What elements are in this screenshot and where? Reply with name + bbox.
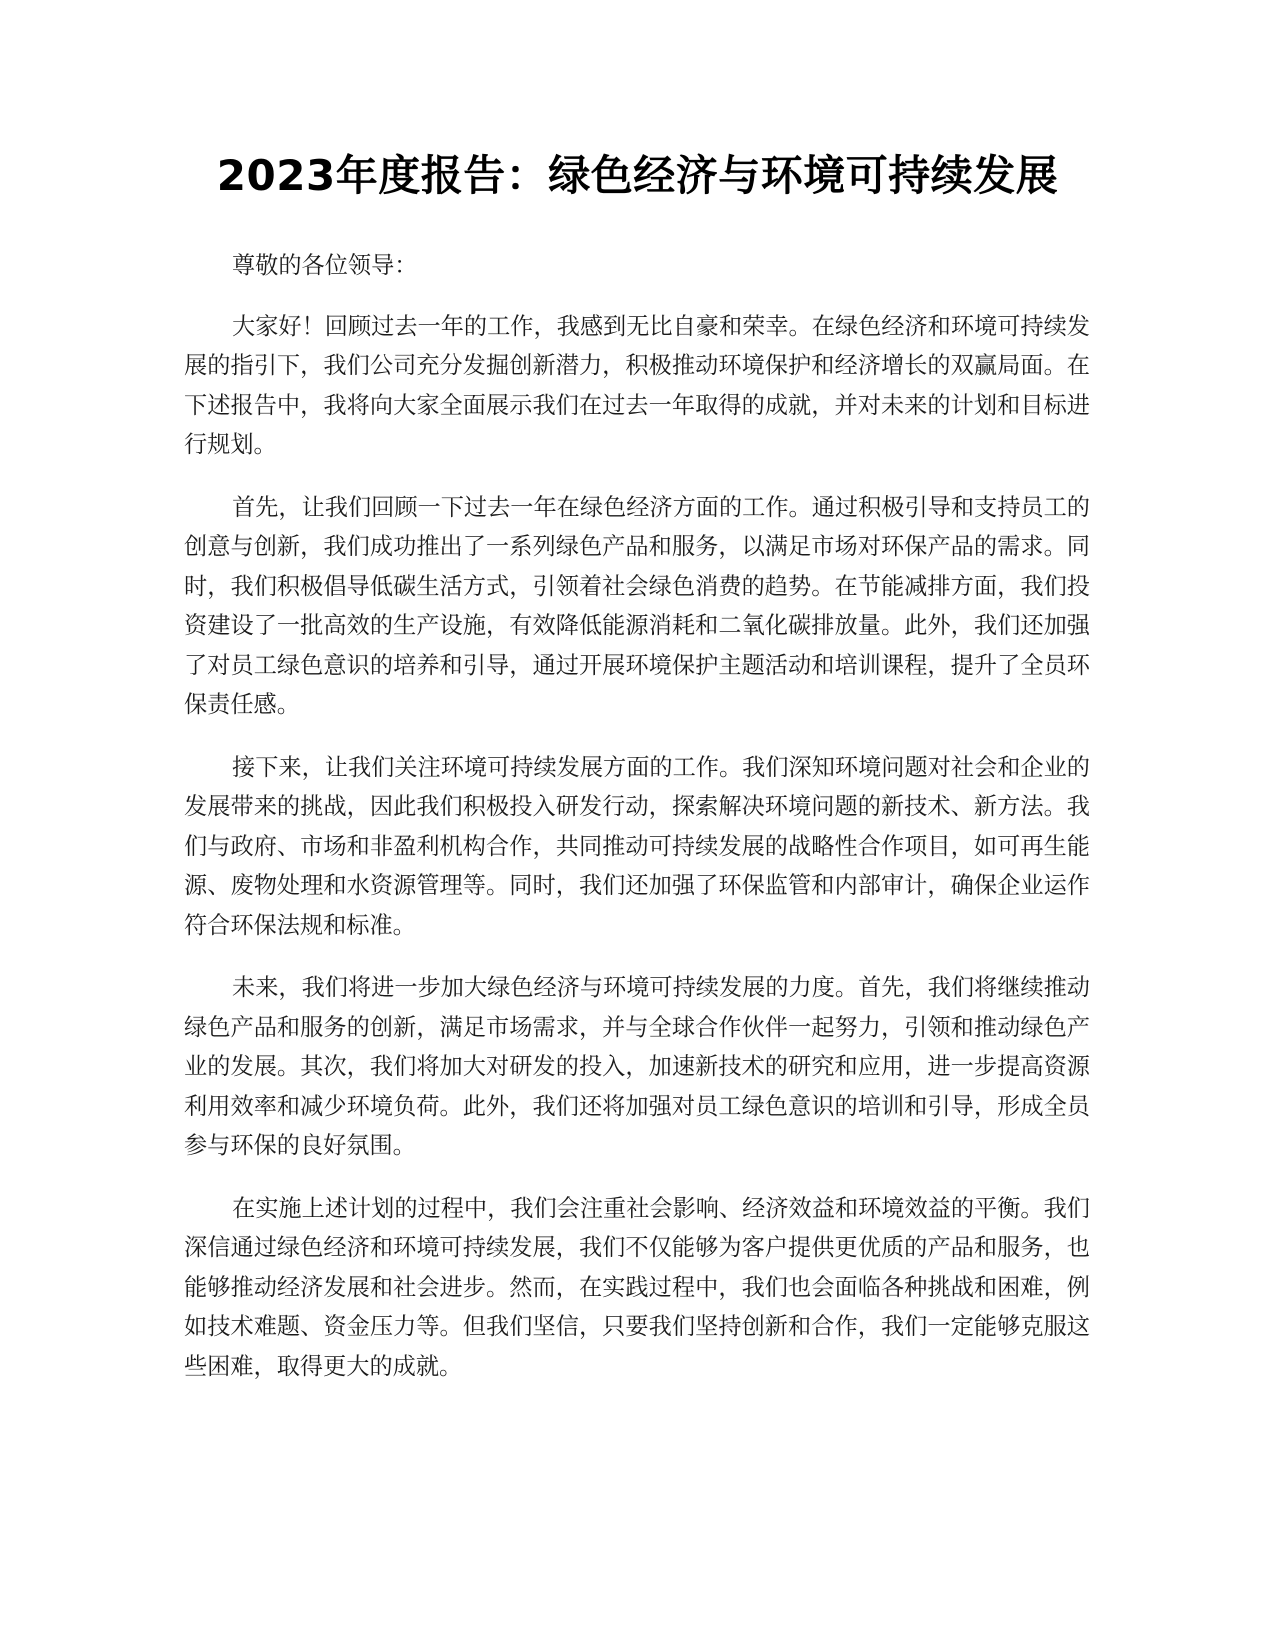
salutation: 尊敬的各位领导：: [232, 252, 418, 279]
paragraph-balance: 在实施上述计划的过程中，我们会注重社会影响、经济效益和环境效益的平衡。我们深信通过绿色经济和环境可持续发展，我们不仅能够为客户提供更优质的产品和服务，也能够推动经济发展和社会进步。然而，在实践过程中，我们也会面临各种挑战和困难，例如技术难题、资金压力等。但我们坚信，只要我们坚持创新和合作，我们一定能够克服这些困难，取得更大的成就。: [184, 1194, 1090, 1380]
paragraph-sustainability: 接下来，让我们关注环境可持续发展方面的工作。我们深知环境问题对社会和企业的发展带来的挑战，因此我们积极投入研发行动，探索解决环境问题的新技术、新方法。我们与政府、市场和非盈利机构合作，共同推动可持续发展的战略性合作项目，如可再生能源、废物处理和水资源管理等。同时，我们还加强了环保监管和内部审计，确保企业运作符合环保法规和标准。: [184, 753, 1090, 939]
document-title: 2023年度报告：绿色经济与环境可持续发展: [216, 151, 1059, 200]
document-body: [184, 246, 1090, 1409]
paragraph-green-economy: 首先，让我们回顾一下过去一年在绿色经济方面的工作。通过积极引导和支持员工的创意与创新，我们成功推出了一系列绿色产品和服务，以满足市场对环保产品的需求。同时，我们积极倡导低碳生活方式，引领着社会绿色消费的趋势。在节能减排方面，我们投资建设了一批高效的生产设施，有效降低能源消耗和二氧化碳排放量。此外，我们还加强了对员工绿色意识的培养和引导，通过开展环境保护主题活动和培训课程，提升了全员环保责任感。: [184, 493, 1090, 718]
paragraph-future-plans: 未来，我们将进一步加大绿色经济与环境可持续发展的力度。首先，我们将继续推动绿色产品和服务的创新，满足市场需求，并与全球合作伙伴一起努力，引领和推动绿色产业的发展。其次，我们将加大对研发的投入，加速新技术的研究和应用，进一步提高资源利用效率和减少环境负荷。此外，我们还将加强对员工绿色意识的培训和引导，形成全员参与环保的良好氛围。: [184, 974, 1090, 1159]
paragraph-greeting: 大家好！回顾过去一年的工作，我感到无比自豪和荣幸。在绿色经济和环境可持续发展的指引下，我们公司充分发掘创新潜力，积极推动环境保护和经济增长的双赢局面。在下述报告中，我将向大家全面展示我们在过去一年取得的成就，并对未来的计划和目标进行规划。: [184, 312, 1090, 458]
